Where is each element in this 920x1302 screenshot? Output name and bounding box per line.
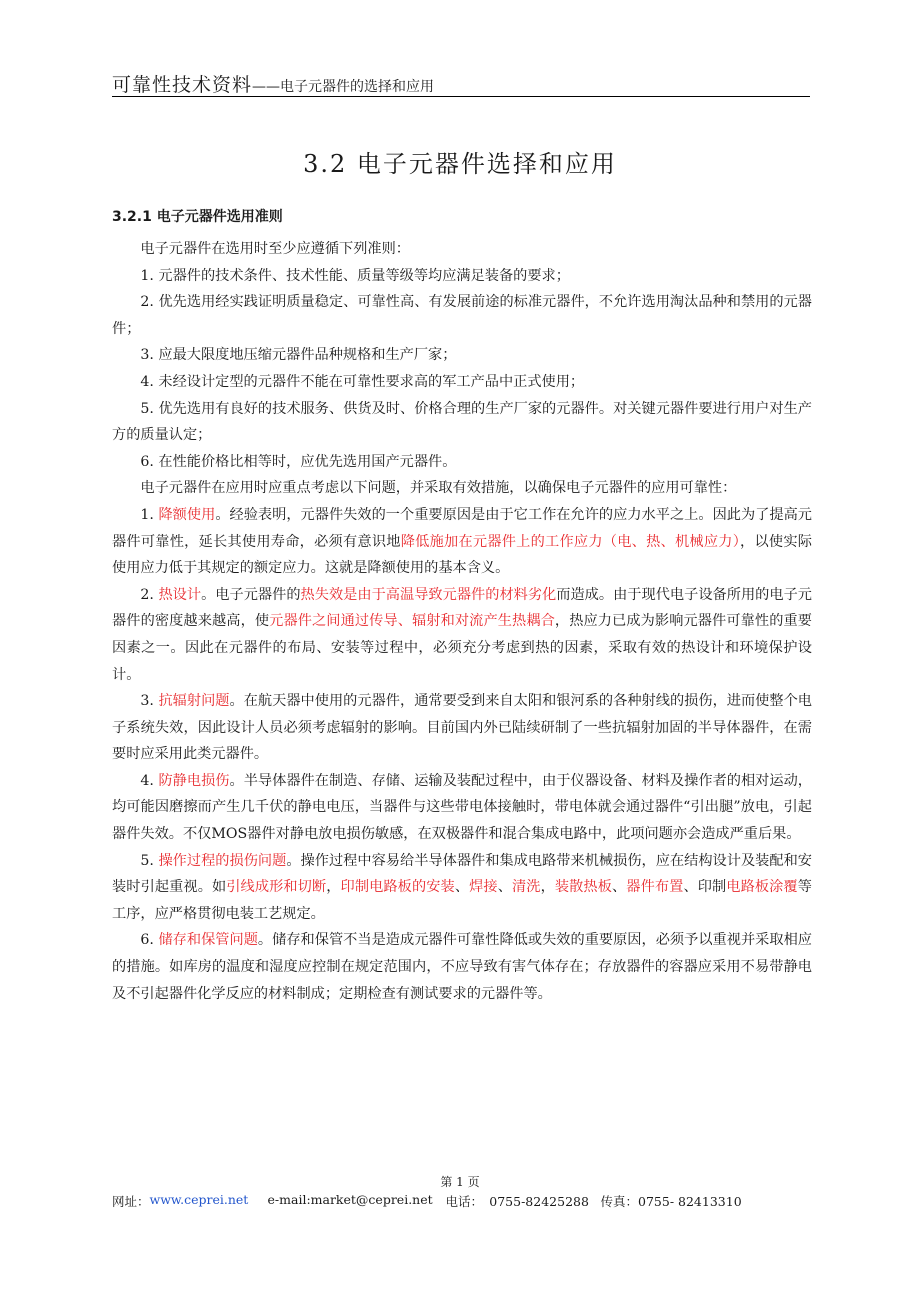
item-handling [112, 848, 812, 928]
highlight-text: 焊接 [469, 879, 498, 896]
item-heading: 热设计 [158, 586, 202, 603]
item-text: 。储存和保管不当是造成元器件可靠性降低或失效的重要原因，必须予以重视并采取相应的措施。如库房的温度和湿度应控制在规定范围内，不应导致有害气体存在；存放器件的容器应采用不易带静电及不引起器件化学反应的材料制成；定期检查有测试要求的元器件等。 [112, 932, 812, 1002]
item-storage [112, 927, 812, 1007]
email-text: e-mail:market@ceprei.net [267, 1192, 433, 1207]
item-esd [112, 768, 812, 848]
rule-item: 3. 应最大限度地压缩元器件品种规格和生产厂家； [140, 347, 457, 364]
item-text: 、 [454, 879, 470, 896]
highlight-text: 装散热板 [554, 879, 612, 896]
page-header [112, 70, 810, 97]
fax-text: 传真：0755- 82413310 [600, 1194, 742, 1209]
item-text: 。经验表明，元器件失效的一个重要原因是由于它工作在允许的应力水平之上。因此为了提高元器件可靠性，延长其使用寿命，必须有意识地 [112, 506, 812, 550]
rule-item: 1. 元器件的技术条件、技术性能、质量等级等均应满足装备的要求； [140, 267, 570, 284]
rule-item: 5. 优先选用有良好的技术服务、供货及时、价格合理的生产厂家的元器件。对关键元器件要进行用户对生产方的质量认定； [112, 400, 812, 444]
item-number: 2. [140, 586, 159, 603]
header-main-title: 可靠性技术资料 [112, 74, 253, 96]
rule-item: 4. 未经设计定型的元器件不能在可靠性要求高的军工产品中正式使用； [140, 373, 585, 390]
page-footer [112, 1192, 812, 1210]
rule-item: 6. 在性能价格比相等时，应优先选用国产元器件。 [140, 453, 457, 470]
website-label: 网址： [112, 1194, 150, 1209]
highlight-text: 器件布置 [626, 879, 684, 896]
item-text: 、印制 [683, 879, 727, 896]
item-number: 5. [140, 852, 159, 869]
item-radiation [112, 688, 812, 768]
header-subtitle: ——电子元器件的选择和应用 [252, 79, 435, 95]
item-text: 。半导体器件在制造、存储、运输及装配过程中，由于仪器设备、材料及操作者的相对运动，均可能因磨擦而产生几千伏的静电电压，当器件与这些带电体接触时，带电体就会通过器件“引出腿”放电，引起器件失效。不仅MOS器件对静电放电损伤敏感，在双极器件和混合集成电路中，此项问题亦会造成严重后果。 [112, 772, 812, 843]
highlight-text: 引线成形和切断 [226, 879, 327, 896]
website-link[interactable]: www.ceprei.net [149, 1192, 249, 1207]
item-thermal-design [112, 582, 812, 688]
item-number: 4. [140, 772, 159, 789]
item-text: 、 [612, 879, 627, 896]
item-derating [112, 502, 812, 582]
item-number: 1. [140, 506, 159, 523]
item-text: ， [540, 879, 555, 896]
page-title: 3.2 电子元器件选择和应用 [303, 150, 617, 178]
item-text: 。操作过程中容易给半导体器件和集成电路带来机械损伤，应在结构设计及装配和安装时引起重视。如 [112, 852, 812, 896]
rule-item: 2. 优先选用经实践证明质量稳定、可靠性高、有发展前途的标准元器件，不允许选用淘汰品种和禁用的元器件； [112, 294, 812, 337]
item-number: 6. [140, 932, 159, 949]
page-number: 第 1 页 [440, 1175, 480, 1189]
item-text: ，以使实际使用应力低于其规定的额定应力。这就是降额使用的基本含义。 [112, 533, 812, 577]
item-text: ， [326, 879, 341, 896]
application-intro: 电子元器件在应用时应重点考虑以下问题，并采取有效措施，以确保电子元器件的应用可靠性： [140, 480, 737, 497]
item-text: ，热应力已成为影响元器件可靠性的重要因素之一。因此在元器件的布局、安装等过程中，必须充分考虑到热的因素，采取有效的热设计和环境保护设计。 [112, 613, 812, 683]
section-heading: 3.2.1 电子元器件选用准则 [112, 209, 283, 225]
item-text: 而造成。由于现代电子设备所用的电子元器件的密度越来越高，使 [112, 586, 812, 630]
phone-text: 电话： 0755-82425288 [445, 1194, 589, 1209]
item-number: 3. [140, 693, 159, 710]
item-heading: 降额使用 [158, 506, 216, 523]
highlight-text: 印制电路板的安装 [340, 879, 455, 896]
item-heading: 防静电损伤 [158, 772, 230, 789]
item-heading: 操作过程的损伤问题 [158, 852, 287, 869]
item-text: 。电子元器件的 [201, 586, 301, 603]
item-heading: 抗辐射问题 [158, 693, 230, 710]
document-body [112, 236, 812, 1007]
item-text: 、 [497, 879, 512, 896]
highlight-text: 电路板涂覆 [726, 879, 798, 896]
item-text: 。在航天器中使用的元器件，通常要受到来自太阳和银河系的各种射线的损伤，进而使整个电子系统失效，因此设计人员必须考虑辐射的影响。目前国内外已陆续研制了一些抗辐射加固的半导体器件，在需要时应采用此类元器件。 [112, 693, 812, 763]
highlight-text: 清洗 [511, 879, 541, 896]
item-heading: 储存和保管问题 [158, 932, 258, 949]
highlight-text: 元器件之间通过传导、辐射和对流产生热耦合 [269, 613, 555, 630]
highlight-text: 热失效是由于高温导致元器件的材料劣化 [300, 586, 557, 603]
highlight-text: 降低施加在元器件上的工作应力（电、热、机械应力） [400, 533, 741, 550]
item-text: 等工序，应严格贯彻电装工艺规定。 [112, 879, 812, 922]
intro-paragraph: 电子元器件在选用时至少应遵循下列准则： [140, 241, 410, 257]
